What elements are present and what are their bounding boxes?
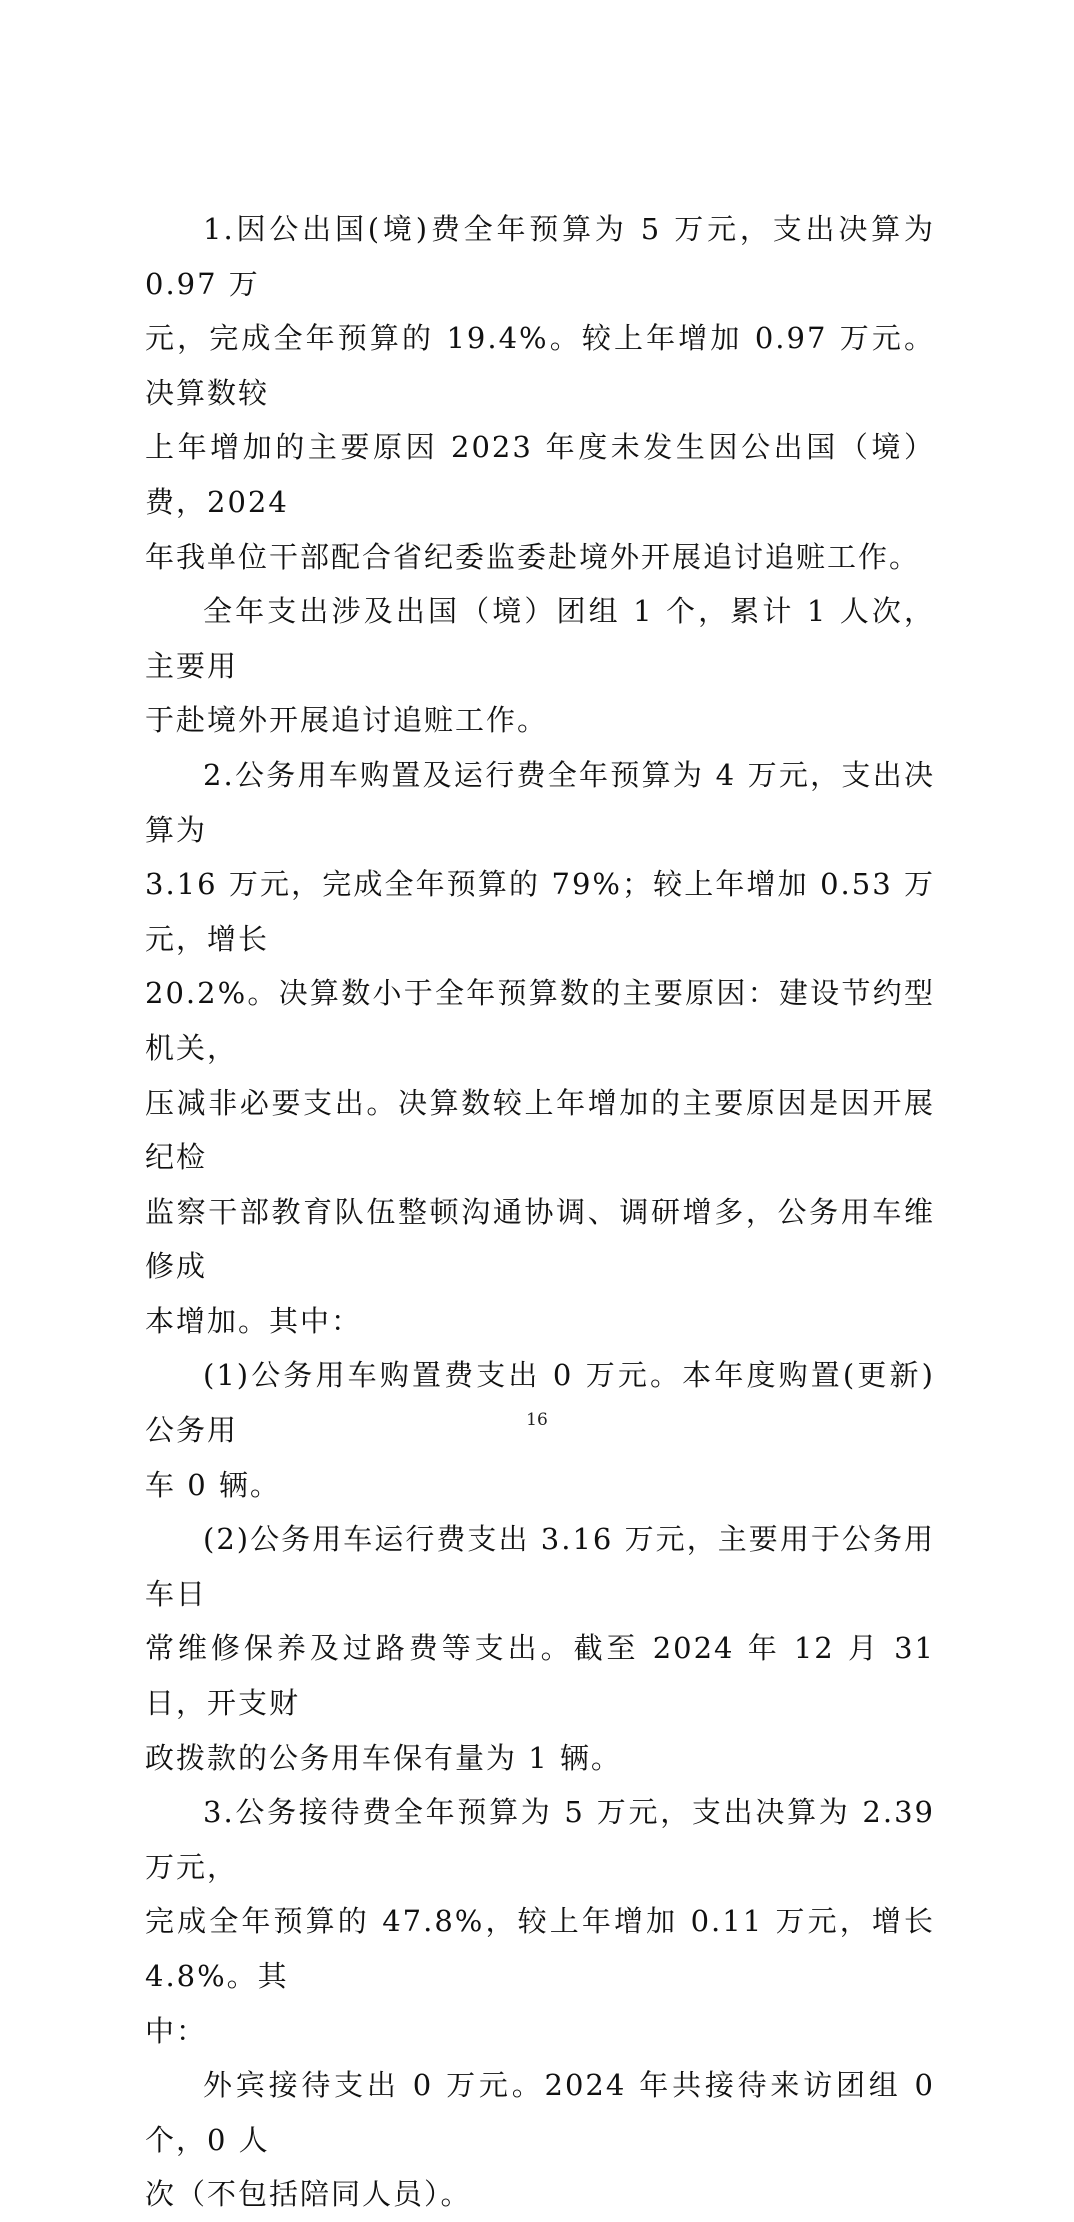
paragraph-vehicle-expense: 2.公务用车购置及运行费全年预算为 4 万元，支出决算为 3.16 万元，完成全年预算的 79%；较上年增加 0.53 万元，增长 20.2%。决算数小于全年预算数的主要原因：建设节约型机关， 压减非必要支出。决算数较上年增加的主要原因是因开展纪检 监察干部教育队伍整顿沟通协调、调研增多，公务用车维修成 本增加。其中： [145,757,935,1338]
body-text [145,202,935,2222]
page-number: 16 [526,1410,548,1430]
paragraph-overseas-expense: 1.因公出国(境)费全年预算为 5 万元，支出决算为 0.97 万 元，完成全年预算的 19.4%。较上年增加 0.97 万元。决算数较 上年增加的主要原因 2023 年度未发生因公出国（境）费，2024 年我单位干部配合省纪委监委赴境外开展追讨追赃工作。 [145,212,935,574]
paragraph-overseas-groups: 全年支出涉及出国（境）团组 1 个，累计 1 人次，主要用 于赴境外开展追讨追赃工作。 [145,594,935,738]
paragraph-reception-expense: 3.公务接待费全年预算为 5 万元，支出决算为 2.39 万元， 完成全年预算的 47.8%，较上年增加 0.11 万元，增长 4.8%。其 中： [145,1795,935,2048]
paragraph-vehicle-purchase: (1)公务用车购置费支出 0 万元。本年度购置(更新)公务用 车 0 辆。 [145,1358,935,1502]
paragraph-vehicle-operation: (2)公务用车运行费支出 3.16 万元，主要用于公务用车日 常维修保养及过路费等支出。截至 2024 年 12 月 31 日，开支财 政拨款的公务用车保有量为 1 辆。 [145,1522,935,1775]
paragraph-foreign-guests: 外宾接待支出 0 万元。2024 年共接待来访团组 0 个，0 人 次（不包括陪同人员）。 [145,2068,935,2212]
